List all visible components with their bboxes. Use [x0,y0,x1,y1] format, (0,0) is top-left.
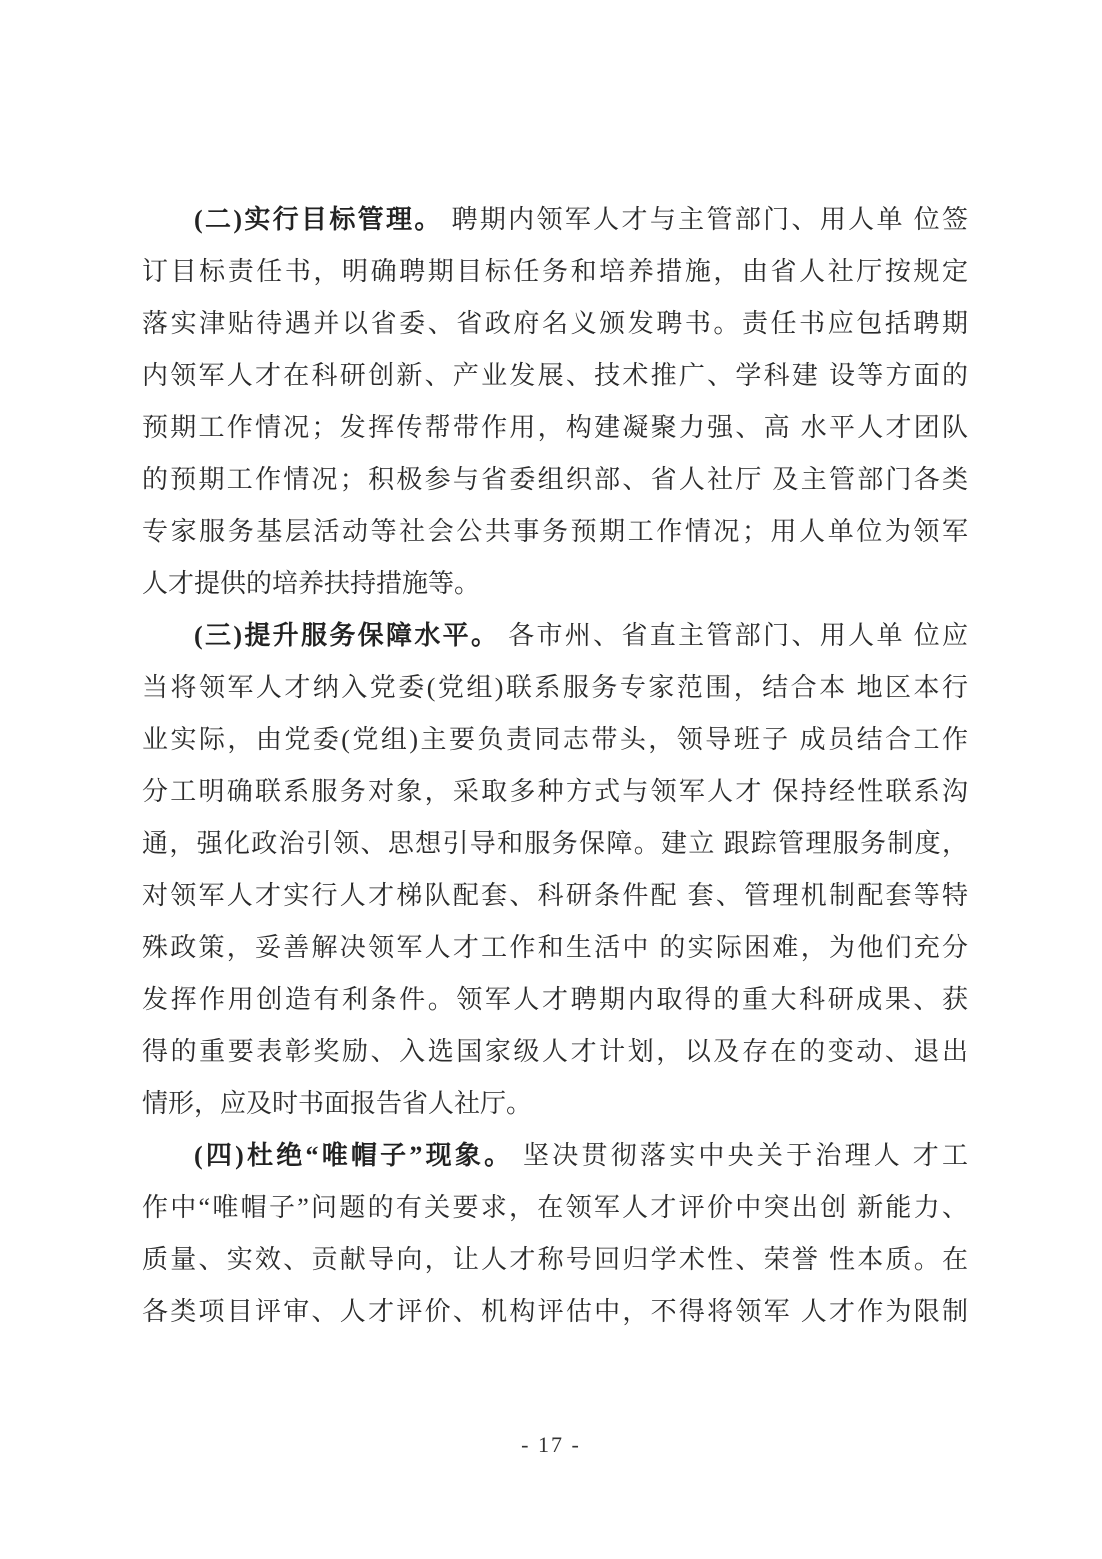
paragraph-text: 情形，应及时书面报告省人社厅。 [142,1089,533,1118]
paragraph-heading: (四)杜绝“唯帽子”现象。 [194,1141,514,1170]
paragraph-text: 对领军人才实行人才梯队配套、科研条件配 套、管理机制配套等特 [142,881,968,910]
text-line [142,1286,968,1338]
text-line [142,246,968,298]
paragraph-text: 得的重要表彰奖励、入选国家级人才计划，以及存在的变动、退出 [142,1037,968,1066]
text-line [142,1130,968,1182]
paragraph-text: 落实津贴待遇并以省委、省政府名义颁发聘书。责任书应包括聘期 [142,309,968,338]
paragraph-text: 的预期工作情况；积极参与省委组织部、省人社厅 及主管部门各类 [142,465,968,494]
text-line [142,1026,968,1078]
paragraph-text: 聘期内领军人才与主管部门、用人单 位签 [442,205,968,234]
text-line [142,454,968,506]
paragraph-text: 预期工作情况；发挥传帮带作用，构建凝聚力强、高 水平人才团队 [142,413,968,442]
text-line [142,714,968,766]
text-line [142,1234,968,1286]
text-line [142,922,968,974]
text-line [142,298,968,350]
text-line [142,870,968,922]
text-line [142,1078,968,1130]
text-line [142,558,968,610]
paragraph-text: 发挥作用创造有利条件。领军人才聘期内取得的重大科研成果、获 [142,985,968,1014]
text-line [142,194,968,246]
text-line [142,1182,968,1234]
paragraph-text: 订目标责任书，明确聘期目标任务和培养措施，由省人社厅按规定 [142,257,968,286]
paragraph-text: 殊政策，妥善解决领军人才工作和生活中 的实际困难，为他们充分 [142,933,968,962]
page-number: - 17 - [521,1432,581,1457]
paragraph-text: 质量、实效、贡献导向，让人才称号回归学术性、荣誉 性本质。在 [142,1245,968,1274]
text-line [142,350,968,402]
paragraph-heading: (二)实行目标管理。 [194,205,443,234]
paragraph-text: 专家服务基层活动等社会公共事务预期工作情况；用人单位为领军 [142,517,968,546]
document-body [142,194,968,1338]
paragraph-text: 作中“唯帽子”问题的有关要求，在领军人才评价中突出创 新能力、 [142,1193,968,1222]
text-line [142,662,968,714]
paragraph-text: 业实际，由党委(党组)主要负责同志带头，领导班子 成员结合工作 [142,725,968,754]
paragraph-text: 坚决贯彻落实中央关于治理人 才工 [513,1141,968,1170]
paragraph-text: 各类项目评审、人才评价、机构评估中，不得将领军 人才作为限制 [142,1297,968,1326]
text-line [142,974,968,1026]
paragraph-text: 各市州、省直主管部门、用人单 位应 [499,621,968,650]
text-line [142,610,968,662]
paragraph-text: 内领军人才在科研创新、产业发展、技术推广、学科建 设等方面的 [142,361,968,390]
text-line [142,506,968,558]
text-line [142,818,968,870]
paragraph-text: 当将领军人才纳入党委(党组)联系服务专家范围，结合本 地区本行 [142,673,968,702]
paragraph-text: 人才提供的培养扶持措施等。 [142,569,481,598]
paragraph-text: 分工明确联系服务对象，采取多种方式与领军人才 保持经性联系沟 [142,777,968,806]
text-line [142,766,968,818]
paragraph-text: 通，强化政治引领、思想引导和服务保障。建立 跟踪管理服务制度， [142,829,968,858]
paragraph-heading: (三)提升服务保障水平。 [194,621,500,650]
text-line [142,402,968,454]
